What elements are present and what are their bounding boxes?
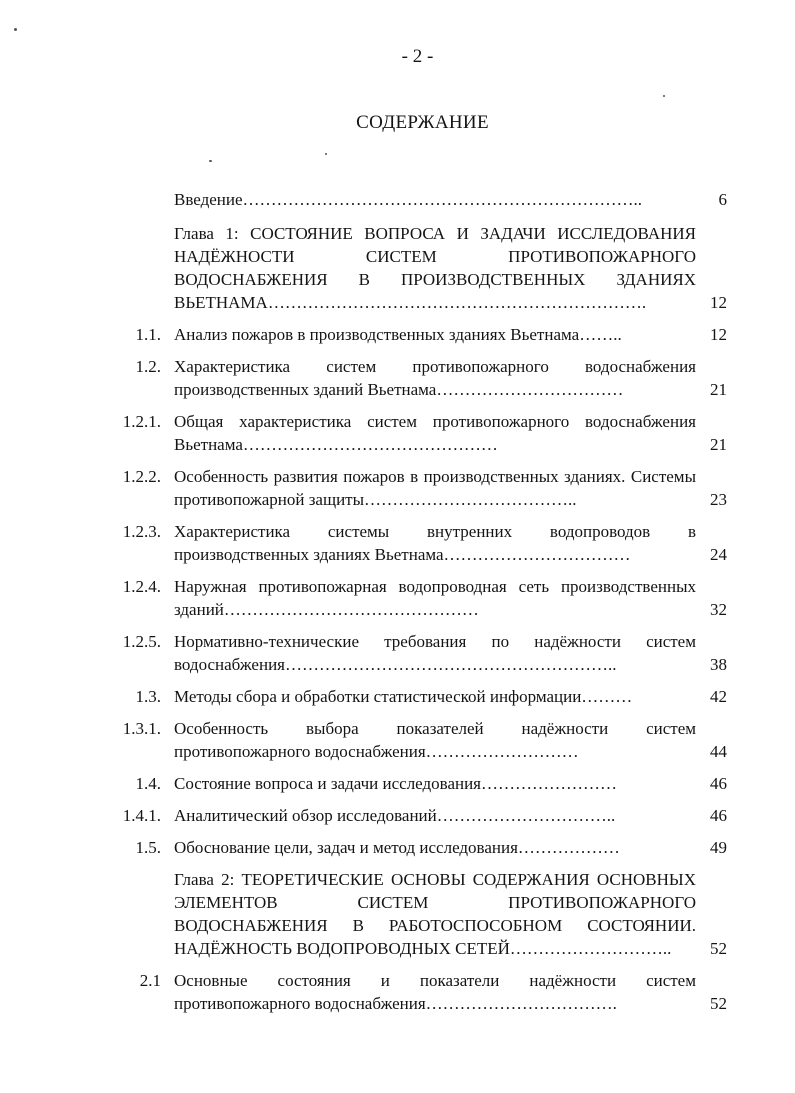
toc-entry-number: 1.3.1. [122, 719, 161, 738]
toc-entry [0, 772, 795, 795]
page-title: СОДЕРЖАНИЕ [356, 112, 489, 133]
toc-entry [0, 222, 795, 314]
toc-entry-number: 1.2. [135, 357, 161, 376]
toc-entry-number: 2.1 [139, 971, 161, 990]
toc-entry-number: 1.2.3. [122, 522, 161, 541]
toc-entry [0, 465, 795, 511]
toc-entry-title: Анализ пожаров в производственных зданиях Вьетнама…….. [174, 325, 622, 344]
toc-entry [0, 410, 795, 456]
toc-entry-title: Глава 2: ТЕОРЕТИЧЕСКИЕ ОСНОВЫ СОДЕРЖАНИЯ ОСНОВНЫХ ЭЛЕМЕНТОВ СИСТЕМ ПРОТИВОПОЖАРНОГО ВОДОСНАБЖЕНИЯ В РАБОТОСПОСОБНОМ СОСТОЯНИИ. НАДЁЖНОСТЬ ВОДОПРОВОДНЫХ СЕТЕЙ……………………….. [174, 870, 696, 958]
toc-entry-title: Характеристика систем противопожарного водоснабжения производственных зданий Вьетнама…………………………… [174, 357, 696, 399]
toc-entry-number: 1.5. [135, 838, 161, 857]
toc-entry-title: Введение…………………………………………………………….. [174, 190, 643, 209]
scan-speck [663, 95, 665, 97]
toc-entry-page: 6 [718, 190, 727, 209]
toc-entry-page: 21 [710, 380, 727, 399]
toc-entry-title: Особенность развития пожаров в производственных зданиях. Системы противопожарной защиты……………………………….. [174, 467, 696, 509]
toc-entry-number: 1.4. [135, 774, 161, 793]
toc-entry [0, 323, 795, 346]
toc-entry-page: 24 [710, 545, 727, 564]
toc-entry-page: 52 [710, 994, 727, 1013]
toc-entry [0, 355, 795, 401]
toc-entry-page: 38 [710, 655, 727, 674]
toc-entry-title: Нормативно-технические требования по надёжности систем водоснабжения………………………………………………….. [174, 632, 696, 674]
toc-entry [0, 804, 795, 827]
toc-entry [0, 717, 795, 763]
toc-entry-title: Глава 1: СОСТОЯНИЕ ВОПРОСА И ЗАДАЧИ ИССЛЕДОВАНИЯ НАДЁЖНОСТИ СИСТЕМ ПРОТИВОПОЖАРНОГО ВОДОСНАБЖЕНИЯ В ПРОИЗВОДСТВЕННЫХ ЗДАНИЯХ ВЬЕТНАМА…………………………………………………………. [174, 224, 696, 312]
toc-entry-number: 1.4.1. [122, 806, 161, 825]
toc-entry-title: Аналитический обзор исследований………………………….. [174, 806, 616, 825]
toc-entry-title: Наружная противопожарная водопроводная сеть производственных зданий……………………………………… [174, 577, 696, 619]
toc-entry-page: 32 [710, 600, 727, 619]
toc-entry [0, 630, 795, 676]
toc-entry-page: 42 [710, 687, 727, 706]
toc-entry [0, 520, 795, 566]
scan-speck [325, 153, 327, 155]
toc-entry-page: 46 [710, 774, 727, 793]
toc-entry-title: Обоснование цели, задач и метод исследования……………… [174, 838, 620, 857]
toc-entry-title: Характеристика системы внутренних водопроводов в производственных зданиях Вьетнама…………………………… [174, 522, 696, 564]
scan-speck [14, 28, 17, 31]
toc-entry-page: 44 [710, 742, 727, 761]
toc-entry-title: Особенность выбора показателей надёжности систем противопожарного водоснабжения……………………… [174, 719, 696, 761]
toc-entry-number: 1.2.2. [122, 467, 161, 486]
toc-entry-title: Методы сбора и обработки статистической информации……… [174, 687, 633, 706]
toc-entry [0, 685, 795, 708]
toc-entry-number: 1.2.5. [122, 632, 161, 651]
toc-entry-title: Основные состояния и показатели надёжности систем противопожарного водоснабжения……………………………. [174, 971, 696, 1013]
page-number: - 2 - [401, 46, 434, 67]
scan-speck [209, 160, 212, 162]
toc-entry [0, 575, 795, 621]
toc-entry [0, 188, 795, 211]
toc-entry-number: 1.1. [135, 325, 161, 344]
toc-entry-page: 21 [710, 435, 727, 454]
toc-entry-page: 52 [710, 939, 727, 958]
toc-entry [0, 836, 795, 859]
toc-entry [0, 969, 795, 1015]
toc-entry-page: 12 [710, 293, 727, 312]
toc-entry-number: 1.2.1. [122, 412, 161, 431]
toc-entry [0, 868, 795, 960]
toc-entry-title: Общая характеристика систем противопожарного водоснабжения Вьетнама……………………………………… [174, 412, 696, 454]
toc-entry-number: 1.3. [135, 687, 161, 706]
toc-entry-page: 49 [710, 838, 727, 857]
table-of-contents [0, 188, 795, 1015]
toc-entry-page: 46 [710, 806, 727, 825]
toc-entry-number: 1.2.4. [122, 577, 161, 596]
toc-entry-title: Состояние вопроса и задачи исследования…………………… [174, 774, 618, 793]
toc-entry-page: 23 [710, 490, 727, 509]
toc-entry-page: 12 [710, 325, 727, 344]
